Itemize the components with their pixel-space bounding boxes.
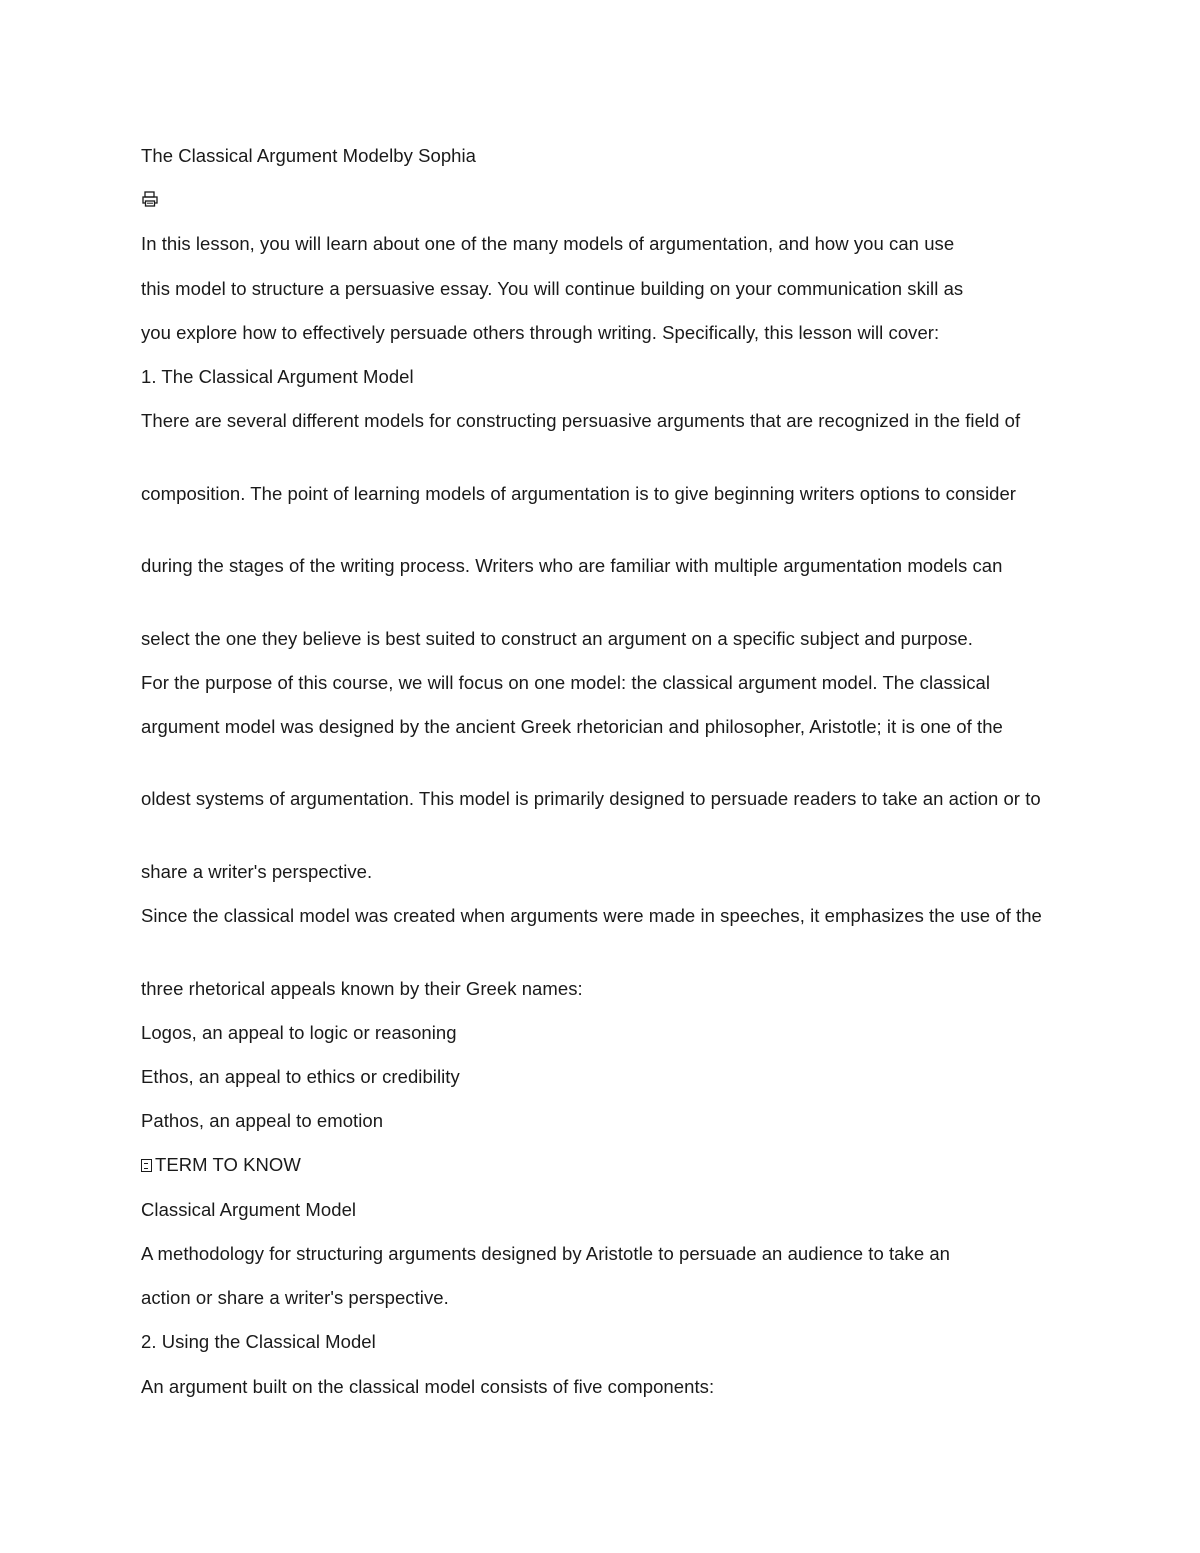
appeal-item: Pathos, an appeal to emotion	[141, 1110, 384, 1131]
paragraph-line: select the one they believe is best suited to construct an argument on a specific subject and purpose.	[141, 628, 973, 649]
intro-line: you explore how to effectively persuade others through writing. Specifically, this lesson will cover:	[141, 322, 940, 343]
term-name: Classical Argument Model	[141, 1199, 357, 1220]
section-2-text: An argument built on the classical model consists of five components:	[141, 1376, 715, 1397]
paragraph-line: share a writer's perspective.	[141, 861, 373, 882]
term-to-know-label	[141, 1150, 1061, 1179]
document-title: The Classical Argument Modelby Sophia	[141, 145, 477, 166]
paragraph-line: There are several different models for constructing persuasive arguments that are recognized in the field of	[141, 410, 1021, 431]
paragraph-line: argument model was designed by the ancient Greek rhetorician and philosopher, Aristotle; it is one of the	[141, 716, 1003, 737]
intro-line: this model to structure a persuasive essay. You will continue building on your communication skill as	[141, 278, 964, 299]
section-heading-2: 2. Using the Classical Model	[141, 1331, 376, 1352]
paragraph-line: during the stages of the writing process. Writers who are familiar with multiple argumentation models can	[141, 555, 1003, 576]
section-heading-1: 1. The Classical Argument Model	[141, 366, 414, 387]
term-definition-line: A methodology for structuring arguments designed by Aristotle to persuade an audience to take an	[141, 1243, 951, 1264]
appeal-item: Logos, an appeal to logic or reasoning	[141, 1022, 457, 1043]
appeal-item: Ethos, an appeal to ethics or credibility	[141, 1066, 460, 1087]
paragraph-line: oldest systems of argumentation. This model is primarily designed to persuade readers to take an action or to	[141, 788, 1041, 809]
paragraph-line: three rhetorical appeals known by their Greek names:	[141, 978, 583, 999]
paragraph-line: composition. The point of learning models of argumentation is to give beginning writers options to consider	[141, 483, 1017, 504]
term-label-text: TERM TO KNOW	[155, 1154, 301, 1175]
printer-icon[interactable]	[141, 190, 159, 208]
paragraph-line: For the purpose of this course, we will focus on one model: the classical argument model. The classical	[141, 672, 991, 693]
intro-line: In this lesson, you will learn about one of the many models of argumentation, and how you can use	[141, 233, 955, 254]
paragraph-line: Since the classical model was created when arguments were made in speeches, it emphasizes the use of the	[141, 905, 1042, 926]
term-definition-line: action or share a writer's perspective.	[141, 1287, 449, 1308]
term-icon	[141, 1159, 152, 1172]
